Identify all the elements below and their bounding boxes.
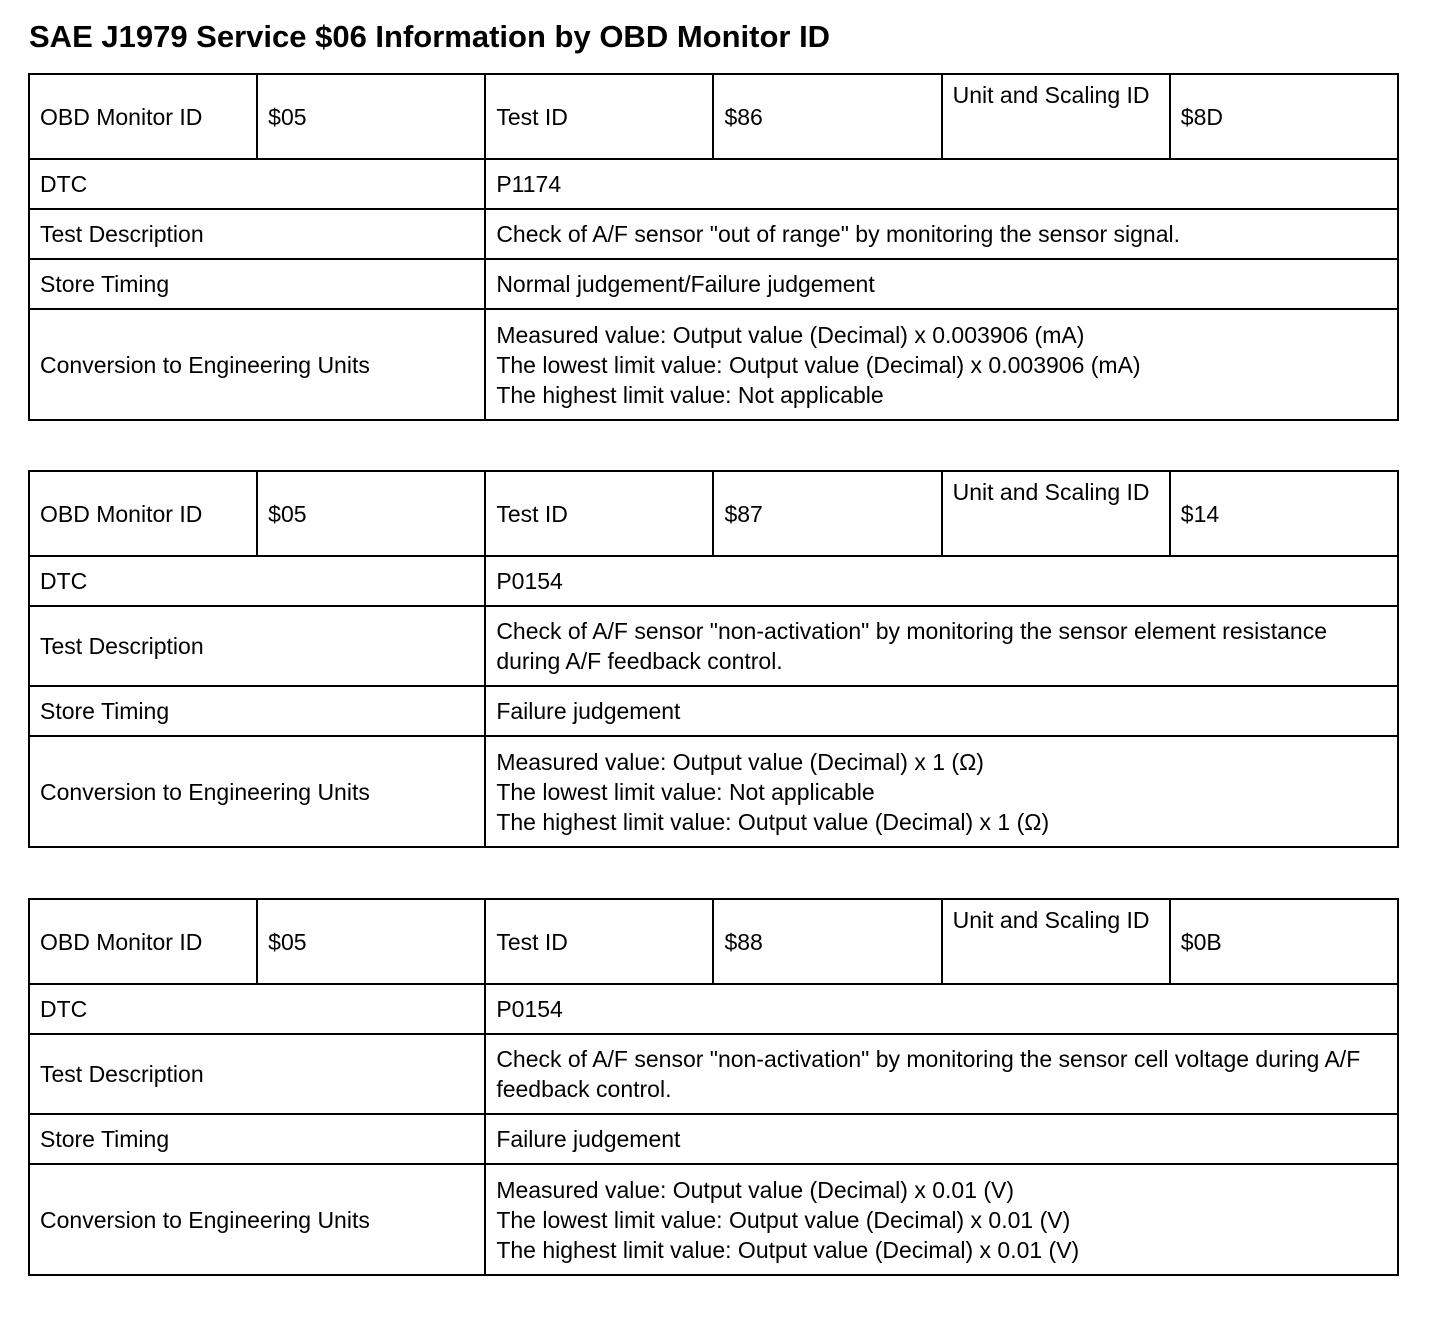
- test-description-row: [29, 606, 1398, 686]
- unit-scaling-id-value: $0B: [1170, 899, 1398, 984]
- monitor-table: [28, 470, 1399, 848]
- conversion-line: Measured value: Output value (Decimal) x 0.01 (V): [496, 1176, 1015, 1203]
- store-timing-row: [29, 259, 1398, 309]
- unit-scaling-id-label: Unit and Scaling ID: [942, 471, 1170, 556]
- header-row: [29, 74, 1398, 159]
- test-description-value: Check of A/F sensor "out of range" by monitoring the sensor signal.: [485, 209, 1398, 259]
- conversion-label: Conversion to Engineering Units: [29, 309, 485, 420]
- test-id-label: Test ID: [485, 471, 713, 556]
- unit-scaling-id-label: Unit and Scaling ID: [942, 74, 1170, 159]
- obd-monitor-id-value: $05: [257, 471, 485, 556]
- obd-monitor-id-value: $05: [257, 899, 485, 984]
- store-timing-value: Failure judgement: [485, 1114, 1398, 1164]
- test-description-row: [29, 209, 1398, 259]
- conversion-line: Measured value: Output value (Decimal) x 1 (Ω): [496, 748, 984, 775]
- header-row: [29, 899, 1398, 984]
- conversion-row: [29, 736, 1398, 847]
- conversion-line: The highest limit value: Not applicable: [496, 381, 884, 408]
- conversion-line: The highest limit value: Output value (Decimal) x 1 (Ω): [496, 808, 1050, 835]
- test-id-label: Test ID: [485, 74, 713, 159]
- monitor-table: [28, 73, 1399, 421]
- conversion-value: [485, 1164, 1398, 1275]
- conversion-line: The lowest limit value: Not applicable: [496, 778, 875, 805]
- test-id-value: $86: [713, 74, 941, 159]
- conversion-row: [29, 1164, 1398, 1275]
- test-id-value: $87: [713, 471, 941, 556]
- conversion-line: The lowest limit value: Output value (Decimal) x 0.01 (V): [496, 1206, 1071, 1233]
- conversion-value: [485, 309, 1398, 420]
- store-timing-value: Normal judgement/Failure judgement: [485, 259, 1398, 309]
- page-title: SAE J1979 Service $06 Information by OBD Monitor ID: [29, 19, 831, 54]
- unit-scaling-id-value: $14: [1170, 471, 1398, 556]
- conversion-label: Conversion to Engineering Units: [29, 1164, 485, 1275]
- store-timing-label: Store Timing: [29, 259, 485, 309]
- test-description-value: Check of A/F sensor "non-activation" by monitoring the sensor element resistance during A/F feedback control.: [485, 606, 1398, 686]
- obd-monitor-id-label: OBD Monitor ID: [29, 74, 257, 159]
- unit-scaling-id-label: Unit and Scaling ID: [942, 899, 1170, 984]
- store-timing-label: Store Timing: [29, 1114, 485, 1164]
- dtc-value: P0154: [485, 556, 1398, 606]
- dtc-row: [29, 984, 1398, 1034]
- store-timing-row: [29, 686, 1398, 736]
- dtc-label: DTC: [29, 984, 485, 1034]
- test-description-label: Test Description: [29, 209, 485, 259]
- dtc-row: [29, 556, 1398, 606]
- conversion-value: [485, 736, 1398, 847]
- test-description-row: [29, 1034, 1398, 1114]
- test-id-label: Test ID: [485, 899, 713, 984]
- conversion-line: The lowest limit value: Output value (Decimal) x 0.003906 (mA): [496, 351, 1141, 378]
- conversion-label: Conversion to Engineering Units: [29, 736, 485, 847]
- dtc-value: P1174: [485, 159, 1398, 209]
- header-row: [29, 471, 1398, 556]
- obd-monitor-id-label: OBD Monitor ID: [29, 471, 257, 556]
- conversion-row: [29, 309, 1398, 420]
- dtc-label: DTC: [29, 556, 485, 606]
- monitor-table: [28, 898, 1399, 1276]
- conversion-line: The highest limit value: Output value (Decimal) x 0.01 (V): [496, 1236, 1080, 1263]
- obd-monitor-id-label: OBD Monitor ID: [29, 899, 257, 984]
- test-description-value: Check of A/F sensor "non-activation" by monitoring the sensor cell voltage during A/F feedback control.: [485, 1034, 1398, 1114]
- store-timing-row: [29, 1114, 1398, 1164]
- test-description-label: Test Description: [29, 606, 485, 686]
- obd-monitor-id-value: $05: [257, 74, 485, 159]
- dtc-value: P0154: [485, 984, 1398, 1034]
- test-id-value: $88: [713, 899, 941, 984]
- conversion-line: Measured value: Output value (Decimal) x 0.003906 (mA): [496, 321, 1085, 348]
- test-description-label: Test Description: [29, 1034, 485, 1114]
- dtc-label: DTC: [29, 159, 485, 209]
- dtc-row: [29, 159, 1398, 209]
- store-timing-label: Store Timing: [29, 686, 485, 736]
- unit-scaling-id-value: $8D: [1170, 74, 1398, 159]
- store-timing-value: Failure judgement: [485, 686, 1398, 736]
